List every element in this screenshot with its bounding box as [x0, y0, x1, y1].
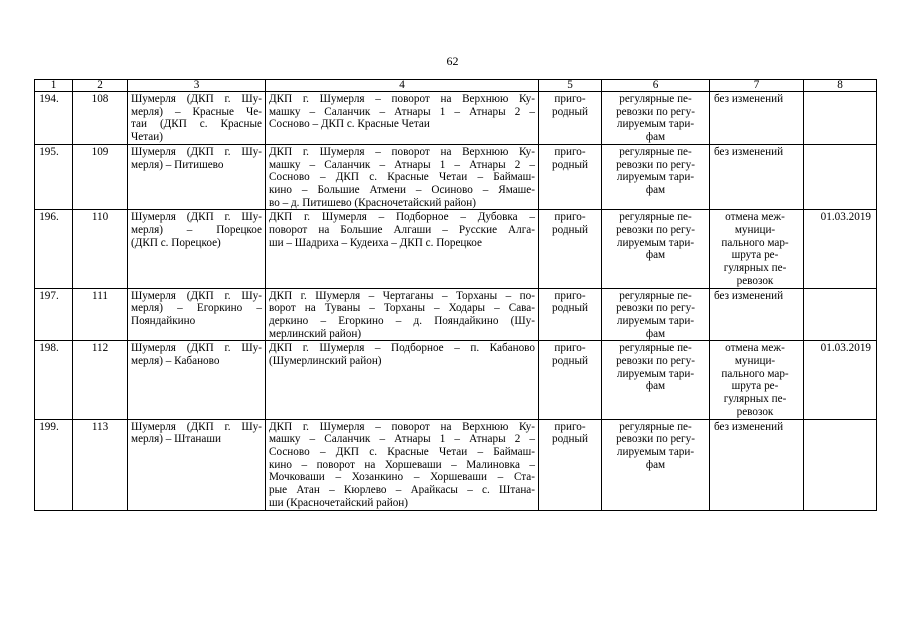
transport-type-line: ревозки по регу- — [616, 302, 695, 315]
route-kind-cell — [539, 144, 602, 210]
route-name-line: мерля) – Питишево — [131, 158, 224, 171]
route-name-cell — [128, 210, 266, 288]
column-number: 1 — [35, 80, 73, 92]
transport-type-line: регулярные пе- — [619, 145, 692, 158]
transport-type-line: лируемым тари- — [616, 314, 695, 327]
transport-type-line: лируемым тари- — [616, 118, 695, 131]
decision-line: шрута ре- — [731, 380, 779, 393]
transport-type-cell — [602, 144, 710, 210]
route-kind-line: родный — [551, 105, 589, 118]
transport-type-cell — [602, 210, 710, 288]
route-kind-cell — [539, 288, 602, 341]
decision-line: шрута ре- — [731, 249, 779, 262]
effective-date-cell: 01.03.2019 — [804, 341, 877, 419]
transport-type-line: ревозки по регу- — [616, 224, 695, 237]
route-number-cell: 113 — [73, 419, 128, 510]
route-name-line: (ДКП с. Порецкое) — [131, 236, 221, 249]
transport-type-line: регулярные пе- — [619, 342, 692, 355]
decision-cell — [710, 341, 804, 419]
route-path-line: ши – Шадриха – Кудеиха – ДКП с. Порецкое — [269, 236, 482, 249]
decision-line: гулярных пе- — [723, 393, 787, 406]
row-index-cell: 194. — [35, 92, 73, 145]
decision-cell — [710, 92, 804, 145]
effective-date-cell — [804, 419, 877, 510]
column-number: 7 — [710, 80, 804, 92]
route-name-line: Шумерля (ДКП г. Шу- — [131, 211, 262, 224]
route-name-line: мерля) – Красные Че- — [131, 105, 262, 118]
route-number-cell: 108 — [73, 92, 128, 145]
decision-line: отмена меж- — [725, 342, 785, 355]
route-kind-cell — [539, 92, 602, 145]
transport-type-line: ревозки по регу- — [616, 158, 695, 171]
route-path-line: ДКП г. Шумерля – Чертаганы – Торханы – по- — [269, 289, 535, 302]
table-row — [35, 341, 877, 419]
route-kind-line: приго- — [554, 342, 586, 355]
route-name-line: Шумерля (ДКП г. Шу- — [131, 420, 262, 433]
route-name-line: мерля) – Кабаново — [131, 355, 220, 368]
transport-type-line: регулярные пе- — [619, 211, 692, 224]
decision-line: муници- — [734, 224, 776, 237]
route-kind-line: родный — [551, 224, 589, 237]
decision-cell — [710, 288, 804, 341]
route-kind-line: приго- — [554, 145, 586, 158]
route-path-line: машку – Саланчик – Атнары 1 – Атнары 2 – — [269, 433, 535, 446]
route-name-line: Четаи) — [131, 131, 163, 144]
transport-type-cell — [602, 419, 710, 510]
column-number: 5 — [539, 80, 602, 92]
route-name-cell — [128, 144, 266, 210]
route-kind-line: родный — [551, 433, 589, 446]
route-kind-cell — [539, 419, 602, 510]
route-path-line: поворот на Большие Алгаши – Русские Алга- — [269, 224, 535, 237]
route-number-cell: 109 — [73, 144, 128, 210]
route-path-line: Мочковаши – Хозанкино – Хоршеваши – Ста- — [269, 471, 535, 484]
decision-line: без изменений — [714, 93, 784, 105]
route-name-line: Шумерля (ДКП г. Шу- — [131, 289, 262, 302]
effective-date-cell — [804, 288, 877, 341]
row-index-cell: 198. — [35, 341, 73, 419]
column-number-row — [35, 80, 877, 92]
route-name-line: Шумерля (ДКП г. Шу- — [131, 342, 262, 355]
row-index-cell: 199. — [35, 419, 73, 510]
transport-type-cell — [602, 288, 710, 341]
route-kind-line: родный — [551, 355, 589, 368]
route-kind-line: приго- — [554, 93, 586, 105]
transport-type-line: лируемым тари- — [616, 445, 695, 458]
route-kind-line: приго- — [554, 420, 586, 433]
table-row — [35, 144, 877, 210]
table-body — [35, 80, 877, 511]
decision-cell — [710, 210, 804, 288]
effective-date-cell: 01.03.2019 — [804, 210, 877, 288]
transport-type-line: регулярные пе- — [619, 420, 692, 433]
transport-type-line: фам — [645, 249, 666, 262]
route-path-line: Сосново – ДКП с. Красные Четаи – Баймаш- — [269, 445, 535, 458]
transport-type-line: фам — [645, 380, 666, 393]
route-path-cell — [266, 210, 539, 288]
route-name-line: таи (ДКП с. Красные — [131, 118, 262, 131]
route-kind-cell — [539, 341, 602, 419]
route-kind-line: родный — [551, 302, 589, 315]
table-row — [35, 288, 877, 341]
route-path-line: Сосново – ДКП с. Красные Четаи – Баймаш- — [269, 171, 535, 184]
route-kind-line: приго- — [554, 211, 586, 224]
route-kind-line: родный — [551, 158, 589, 171]
route-number-cell: 111 — [73, 288, 128, 341]
column-number: 4 — [266, 80, 539, 92]
route-path-line: рые Атан – Кюрлево – Арайкасы – с. Штана- — [269, 484, 535, 497]
route-name-cell — [128, 341, 266, 419]
route-name-line: Шумерля (ДКП г. Шу- — [131, 145, 262, 158]
route-path-line: во – д. Питишево (Красночетайский район) — [269, 196, 476, 209]
route-path-line: деркино – Егоркино – д. Пояндайкино (Шу- — [269, 314, 535, 327]
column-number: 6 — [602, 80, 710, 92]
decision-line: муници- — [734, 355, 776, 368]
routes-table — [34, 79, 877, 511]
transport-type-line: лируемым тари- — [616, 236, 695, 249]
transport-type-cell — [602, 92, 710, 145]
route-path-cell — [266, 288, 539, 341]
row-index-cell: 196. — [35, 210, 73, 288]
column-number: 2 — [73, 80, 128, 92]
decision-line: ревозок — [736, 274, 774, 287]
transport-type-line: фам — [645, 327, 666, 340]
route-name-line: Пояндайкино — [131, 314, 196, 327]
route-name-cell — [128, 92, 266, 145]
route-path-line: ДКП г. Шумерля – поворот на Верхнюю Ку- — [269, 420, 535, 433]
transport-type-line: ревозки по регу- — [616, 105, 695, 118]
route-path-line: (Шумерлинский район) — [269, 355, 382, 368]
transport-type-line: фам — [645, 183, 666, 196]
route-path-cell — [266, 341, 539, 419]
decision-line: без изменений — [714, 420, 784, 433]
transport-type-line: фам — [645, 131, 666, 144]
route-path-line: машку – Саланчик – Атнары 1 – Атнары 2 – — [269, 105, 535, 118]
table-row — [35, 92, 877, 145]
route-kind-line: приго- — [554, 289, 586, 302]
route-path-line: мерлинский район) — [269, 327, 362, 340]
route-name-line: мерля) – Штанаши — [131, 433, 221, 446]
route-path-line: ши (Красночетайский район) — [269, 496, 408, 509]
route-path-line: ДКП г. Шумерля – Подборное – Дубовка – — [269, 211, 535, 224]
effective-date-cell — [804, 92, 877, 145]
decision-line: без изменений — [714, 289, 784, 302]
page-number: 62 — [446, 54, 459, 68]
route-path-cell — [266, 144, 539, 210]
transport-type-line: фам — [645, 458, 666, 471]
transport-type-line: ревозки по регу- — [616, 433, 695, 446]
decision-line: гулярных пе- — [723, 262, 787, 275]
route-path-cell — [266, 92, 539, 145]
route-name-cell — [128, 419, 266, 510]
decision-line: пального мар- — [721, 367, 789, 380]
row-index-cell: 197. — [35, 288, 73, 341]
row-index-cell: 195. — [35, 144, 73, 210]
table-row — [35, 210, 877, 288]
transport-type-cell — [602, 341, 710, 419]
transport-type-line: лируемым тари- — [616, 171, 695, 184]
decision-cell — [710, 419, 804, 510]
route-path-line: ДКП г. Шумерля – поворот на Верхнюю Ку- — [269, 145, 535, 158]
route-path-line: ДКП г. Шумерля – поворот на Верхнюю Ку- — [269, 93, 535, 105]
table-row — [35, 419, 877, 510]
route-path-line: ворот на Туваны – Торханы – Ходары – Сава- — [269, 302, 535, 315]
route-name-line: Шумерля (ДКП г. Шу- — [131, 93, 262, 105]
decision-line: пального мар- — [721, 236, 789, 249]
route-name-cell — [128, 288, 266, 341]
decision-line: ревозок — [736, 405, 774, 418]
route-kind-cell — [539, 210, 602, 288]
route-path-line: Сосново – ДКП с. Красные Четаи — [269, 118, 430, 131]
column-number: 3 — [128, 80, 266, 92]
transport-type-line: лируемым тари- — [616, 367, 695, 380]
route-path-line: машку – Саланчик – Атнары 1 – Атнары 2 – — [269, 158, 535, 171]
decision-line: без изменений — [714, 145, 784, 158]
effective-date-cell — [804, 144, 877, 210]
transport-type-line: ревозки по регу- — [616, 355, 695, 368]
route-number-cell: 112 — [73, 341, 128, 419]
column-number: 8 — [804, 80, 877, 92]
decision-line: отмена меж- — [725, 211, 785, 224]
decision-cell — [710, 144, 804, 210]
route-path-line: кино – поворот на Хоршеваши – Малиновка – — [269, 458, 535, 471]
route-number-cell: 110 — [73, 210, 128, 288]
route-path-line: кино – Большие Атмени – Осиново – Ямаше- — [269, 183, 535, 196]
route-path-line: ДКП г. Шумерля – Подборное – п. Кабаново — [269, 342, 535, 355]
route-path-cell — [266, 419, 539, 510]
route-name-line: мерля) – Порецкое — [131, 224, 262, 237]
route-name-line: мерля) – Егоркино – — [131, 302, 262, 315]
transport-type-line: регулярные пе- — [619, 93, 692, 105]
transport-type-line: регулярные пе- — [619, 289, 692, 302]
